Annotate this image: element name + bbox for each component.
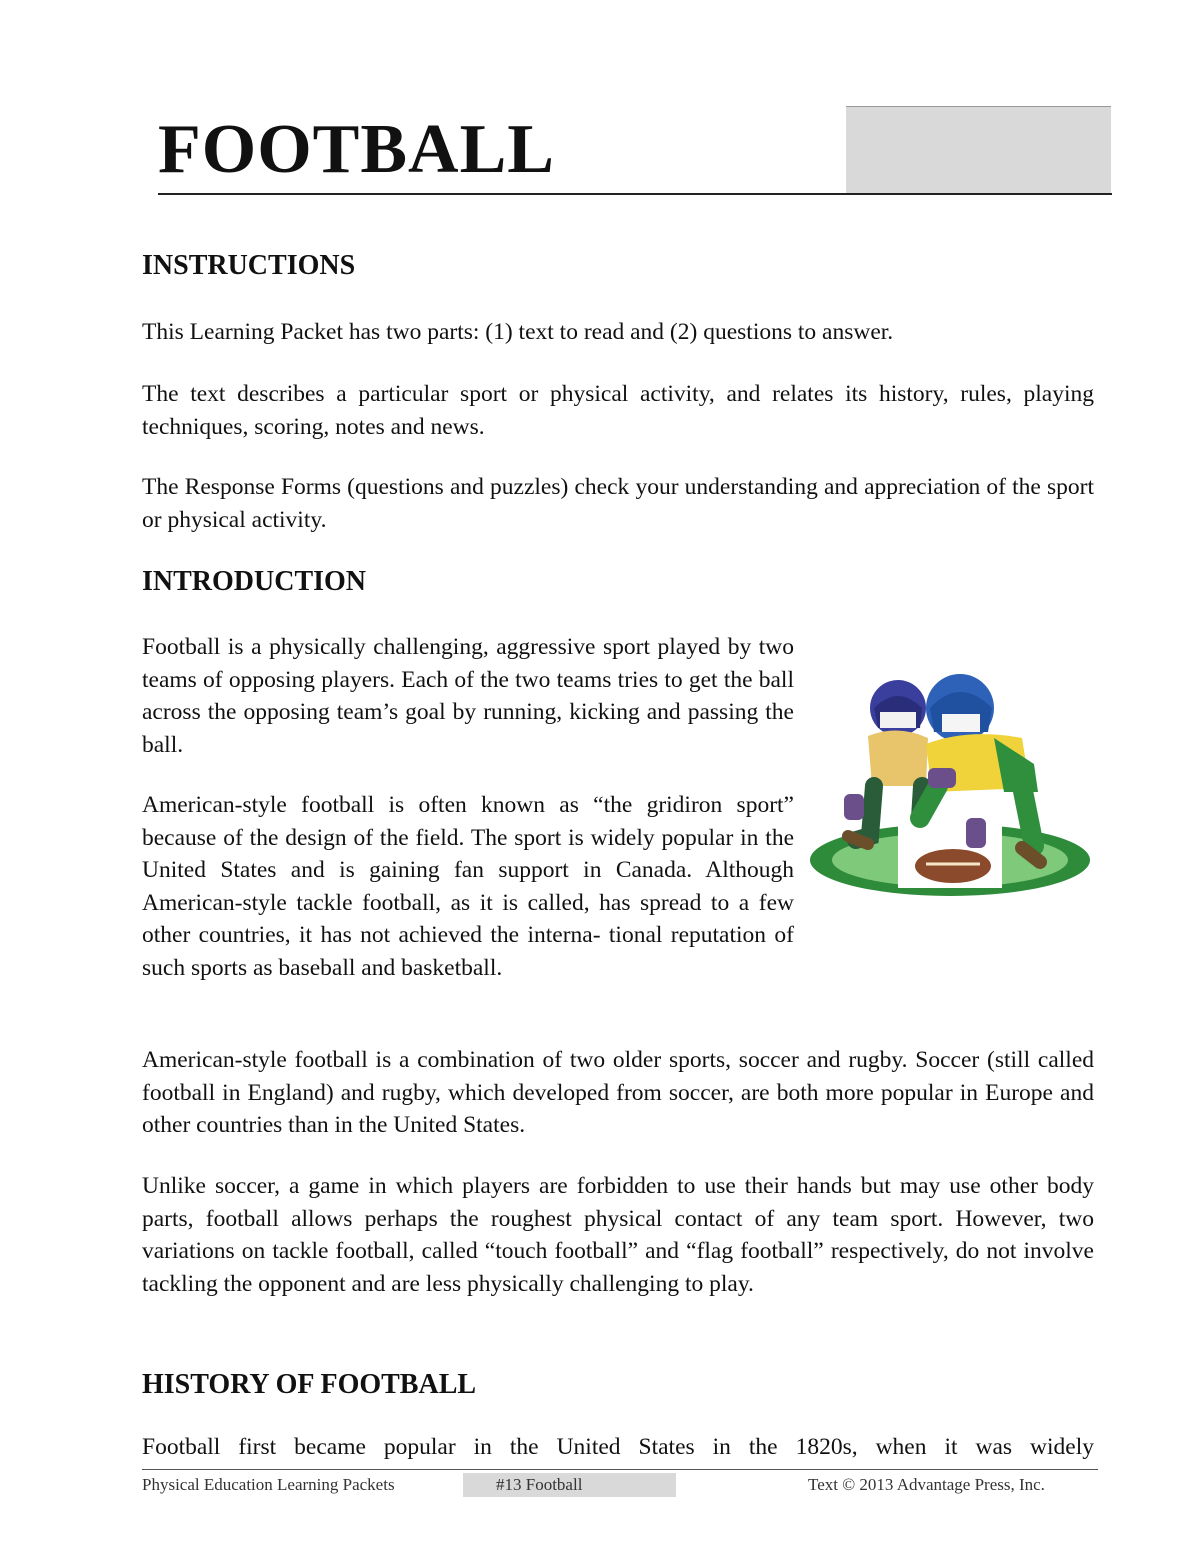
instructions-heading: INSTRUCTIONS: [142, 250, 356, 281]
instructions-paragraph: This Learning Packet has two parts: (1) text to read and (2) questions to answer.: [142, 319, 894, 345]
title-rule: [158, 193, 1112, 195]
footer-copyright: Text © 2013 Advantage Press, Inc.: [808, 1475, 1045, 1494]
instructions-paragraph: The Response Forms (questions and puzzles) check your understanding and appreciation of the sport or physical activity.: [142, 474, 1094, 533]
history-paragraph: Football first became popular in the United States in the 1820s, when it was widely: [142, 1434, 1094, 1460]
footer-series-title: Physical Education Learning Packets: [142, 1475, 395, 1494]
title-shaded-box: [846, 106, 1111, 195]
instructions-paragraph: The text describes a particular sport or physical activity, and relates its history, rules, playing techniques, scoring, notes and news.: [142, 381, 1094, 440]
page-title: FOOTBALL: [158, 111, 555, 188]
introduction-paragraph: American-style football is often known as “the gridiron sport” because of the design of the field. The sport is widely popular in the United States and is gaining fan support in Canada. Although American-style tackle football, as it is called, has spread to a few other countries, it has not achieved the interna- tional reputation of such sports as baseball and basketball.: [142, 792, 794, 981]
introduction-paragraph: American-style football is a combination of two older sports, soccer and rugby. Soccer (still called football in England) and rugby, which developed from soccer, are both more popular in Europe and other countries than in the United States.: [142, 1047, 1094, 1138]
football-players-icon: [808, 668, 1098, 900]
introduction-paragraph: Football is a physically challenging, aggressive sport played by two teams of opposing players. Each of the two teams tries to get the ball across the opposing team’s goal by running, kicking and passing the ball.: [142, 634, 794, 758]
introduction-paragraph: Unlike soccer, a game in which players are forbidden to use their hands but may use other body parts, football allows perhaps the roughest physical contact of any team sport. However, two variations on tackle football, called “touch football” and “flag football” respectively, do not involve tackling the opponent and are less physically challenging to play.: [142, 1173, 1094, 1297]
footer-packet-label: #13 Football: [463, 1473, 676, 1497]
introduction-heading: INTRODUCTION: [142, 566, 367, 597]
history-heading: HISTORY OF FOOTBALL: [142, 1369, 477, 1400]
footer-rule: [142, 1469, 1098, 1470]
